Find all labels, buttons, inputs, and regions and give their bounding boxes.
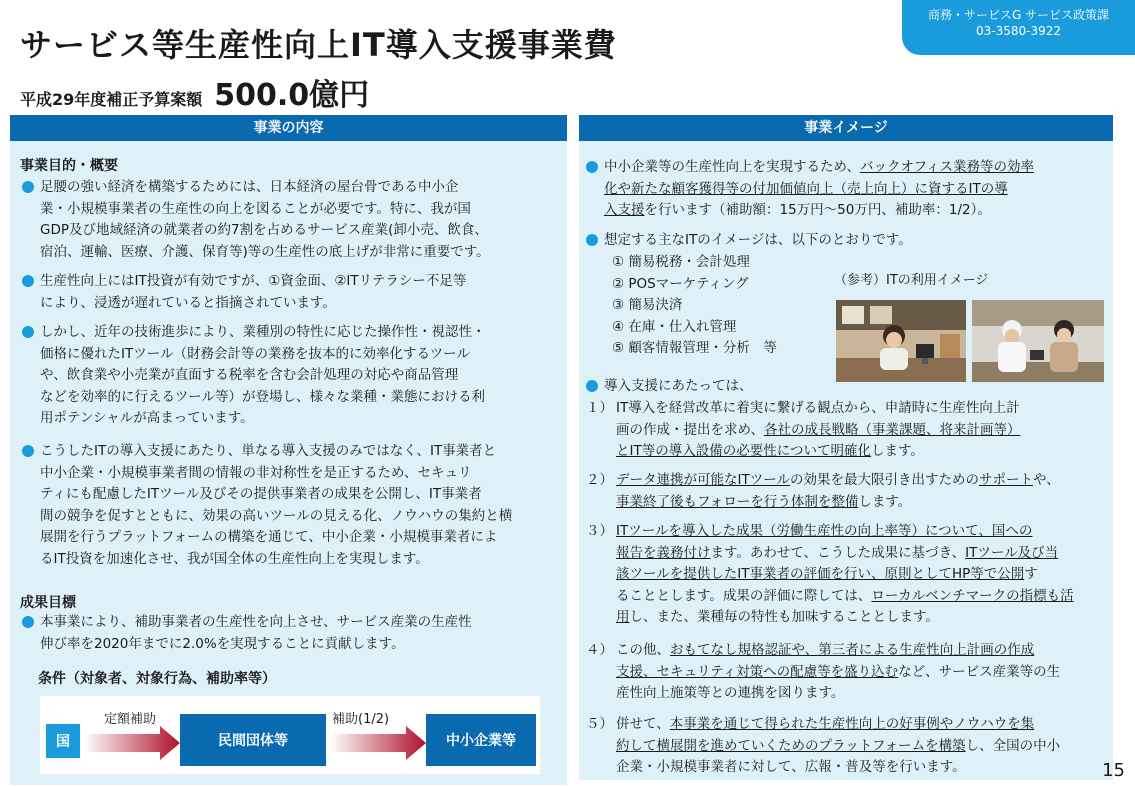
arrow-right-icon [330,726,426,760]
bullet-icon [22,326,34,338]
bullet-icon [22,275,34,287]
bullet-item: こうしたITの導入支援にあたり、単なる導入支援のみではなく、IT事業者と 中小企業・小規模事業者間の情報の非対称性を是正するため、セキュリ ティにも配慮したITツール及びその提供事業者の成果を公開し、IT事業者 間の競争を促すとともに、効果の高いツールの見える化、ノウハウの集約と横 展開を行うプラットフォームの構築を通じて、中小企業・小規模事業者によ るIT投資を加速化させ、我が国全体の生産性向上を実現します。 [22,441,562,570]
arrow-label-fixed: 定額補助 [104,712,157,727]
restaurant-photo-image [972,300,1104,382]
list-item: ① 簡易税務・会計処理 [612,254,750,270]
bullet-item: 足腰の強い経済を構築するためには、日本経済の屋台骨である中小企 業・小規模事業者の生産性の向上を図ることが必要です。特に、我が国 GDP及び地域経済の就業者の約7割を占めるサービス産業(卸小売、飲食、 宿泊、運輸、医療、介護、保育等)等の生産性の底上げが非常に重要です。 [22,177,562,263]
purpose-title: 事業目的・概要 [20,158,118,174]
page-title: サービス等生産性向上IT導入支援事業費 [20,26,617,64]
sme-box: 中小企業等 [426,714,536,766]
budget-amount: 500.0億円 [214,78,370,113]
bullet-item: 中小企業等の生産性向上を実現するため、バックオフィス業務等の効率 化や新たな顧客獲得等の付加価値向上（売上向上）に資するITの導 入支援を行います（補助額：15万円～50万円、補助率：1/2）。 [586,157,1111,222]
panel-heading-content: 事業の内容 [10,115,567,141]
list-item: ④ 在庫・仕入れ管理 [612,318,737,335]
store-photo-image [836,300,966,382]
bullet-icon [22,181,34,193]
contact-phone: 03-3580-3922 [975,24,1061,38]
budget-line [20,70,369,114]
subsidy-flow-diagram [40,696,540,774]
list-item: ⑤ 顧客情報管理・分析 等 [612,340,777,356]
list-item: ② POSマーケティング [612,275,749,292]
budget-label: 平成29年度補正予算案額 [20,90,203,109]
panel-heading-image: 事業イメージ [579,115,1113,141]
arrow-label-half: 補助(1/2) [332,712,390,727]
support-item-3: ３） ITツールを導入した成果（労働生産性の向上率等）について、国への 報告を義務付けます。あわせて、こうした成果に基づき、ITツール及び当 該ツールを提供したIT事業者の評価を行い、原則としてHP等で公開す ることとします。成果の評価に際しては、ローカルベンチマークの指標も活 用し、また、業種毎の特性も加味することとします。 [586,523,1074,625]
conditions-title: 条件（対象者、対象行為、補助率等） [38,671,276,687]
list-item: ③ 簡易決済 [612,297,683,313]
support-item-5: ５） 併せて、本事業を通じて得られた生産性向上の好事例やノウハウを集 約して横展開を進めていくためのプラットフォームを構築し、全国の中小 企業・小規模事業者に対して、広報・普及等を行います。 [586,716,1061,775]
reference-label: （参考）ITの利用イメージ [834,273,989,288]
bullet-item: しかし、近年の技術進歩により、業種別の特性に応じた操作性・視認性・ 価格に優れたITツール（財務会計等の業務を抜本的に効率化するツール や、飲食業や小売業が直面する税率を含む会計処理の対応や商品管理 などを効率的に行えるツール等）が登場し、様々な業種・業態における利 用ポテンシャルが高まっています。 [22,322,562,430]
contact-badge [902,0,1135,55]
contact-dept: 商務・サービスG サービス政策課 [927,8,1110,22]
bullet-icon [586,380,598,392]
bullet-icon [22,445,34,457]
bullet-item: 導入支援にあたっては、 [586,376,1111,398]
bullet-icon [586,234,598,246]
it-list [612,252,777,360]
goal-bullet: 本事業により、補助事業者の生産性を向上させ、サービス産業の生産性 伸び率を2020年までに2.0%を実現することに貢献します。 [22,612,562,655]
private-org-box: 民間団体等 [180,714,326,766]
bullet-item: 想定する主なITのイメージは、以下のとおりです。 [586,230,1111,252]
support-item-2: ２） データ連携が可能なITツールの効果を最大限引き出すためのサポートや、 事業終了後もフォローを行う体制を整備します。 [586,472,1060,510]
bullet-item: 生産性向上にはIT投資が有効ですが、①資金面、②ITリテラシー不足等 により、浸透が遅れていると指摘されています。 [22,271,562,314]
support-item-4: ４） この他、おもてなし規格認証や、第三者による生産性向上計画の作成 支援、セキュリティ対策への配慮等を盛り込むなど、サービス産業等の生 産性向上施策等との連携を図ります。 [586,642,1061,701]
bullet-icon [586,161,598,173]
support-item-1: １） IT導入を経営改革に着実に繋げる観点から、申請時に生産性向上計 画の作成・提出を求め、各社の成長戦略（事業課題、将来計画等） とIT等の導入設備の必要性について明確化します。 [586,400,1021,459]
goal-title: 成果目標 [20,595,76,611]
country-box: 国 [46,724,80,758]
page-number: 15 [1102,760,1125,781]
bullet-icon [22,616,34,628]
arrow-right-icon [84,726,180,760]
